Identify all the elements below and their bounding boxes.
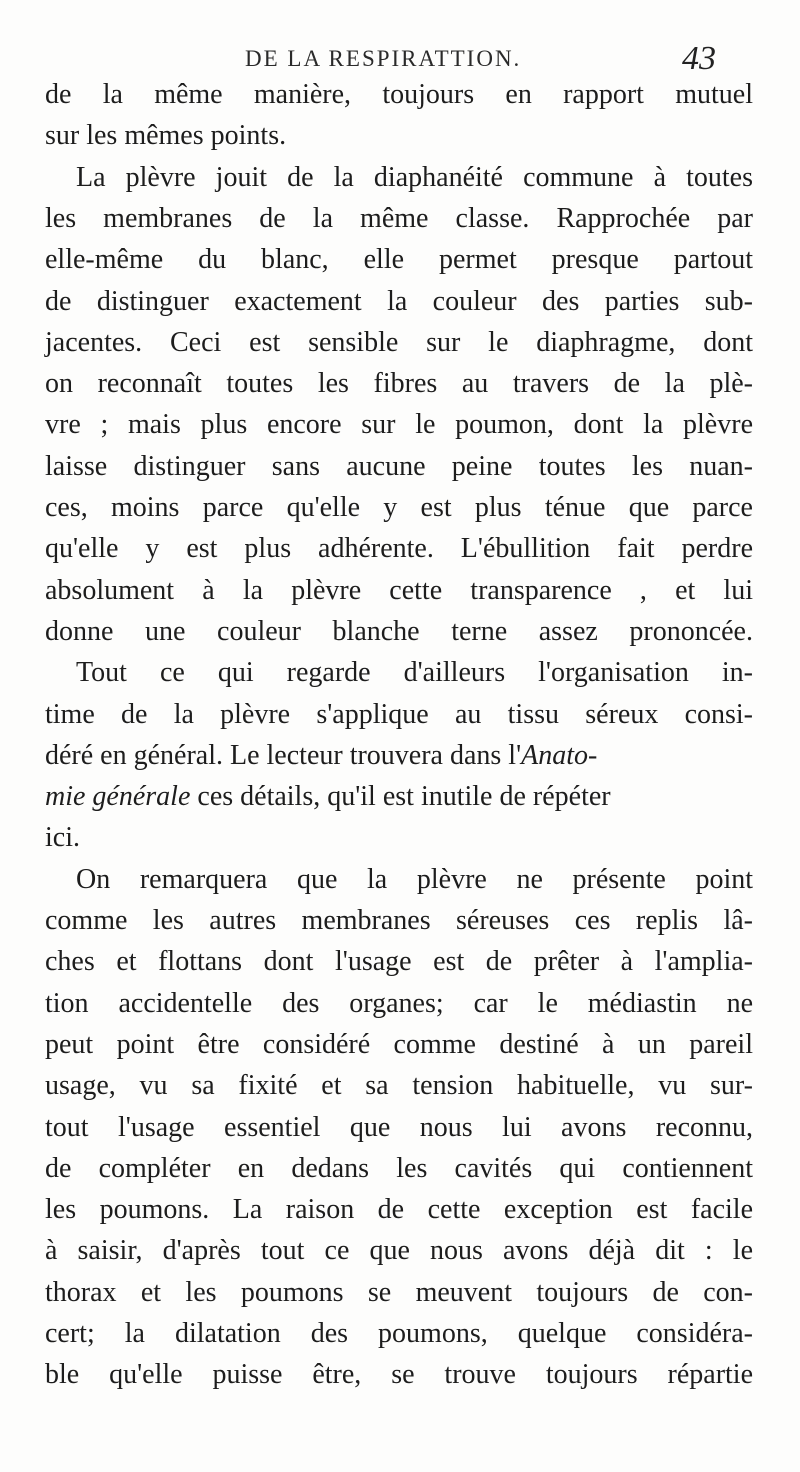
running-head	[0, 40, 800, 80]
text-segment: déré en général. Le lecteur trouvera dans l'	[45, 739, 522, 771]
text-line: les poumons. La raison de cette exception est facile	[45, 1194, 753, 1226]
text-line: jacentes. Ceci est sensible sur le diaphragme, dont	[45, 326, 753, 358]
text-line: laisse distinguer sans aucune peine toutes les nuan-	[45, 450, 753, 482]
text-line	[45, 780, 611, 814]
text-line: tout l'usage essentiel que nous lui avons reconnu,	[45, 1111, 753, 1143]
text-line: de distinguer exactement la couleur des parties sub-	[45, 285, 753, 317]
text-line: à saisir, d'après tout ce que nous avons déjà dit : le	[45, 1235, 753, 1267]
text-line: de la même manière, toujours en rapport mutuel	[45, 79, 753, 110]
text-line: donne une couleur blanche terne assez prononcée.	[45, 615, 753, 647]
text-line: On remarquera que la plèvre ne présente point	[76, 863, 753, 895]
text-line: qu'elle y est plus adhérente. L'ébullition fait perdre	[45, 533, 753, 565]
text-line: ces, moins parce qu'elle y est plus ténue que parce	[45, 492, 753, 523]
text-line: de compléter en dedans les cavités qui contiennent	[45, 1152, 753, 1184]
text-line: comme les autres membranes séreuses ces replis lâ-	[45, 905, 753, 936]
text-line: sur les mêmes points.	[45, 120, 287, 152]
text-line: vre ; mais plus encore sur le poumon, dont la plèvre	[45, 409, 753, 441]
text-line: absolument à la plèvre cette transparence , et lui	[45, 574, 753, 606]
italic-title: Anato-	[521, 739, 598, 771]
text-line	[45, 739, 597, 773]
text-line: cert; la dilatation des poumons, quelque considéra-	[45, 1318, 753, 1349]
text-line: ble qu'elle puisse être, se trouve toujours répartie	[45, 1359, 753, 1391]
text-segment: ces détails, qu'il est inutile de répéter	[190, 781, 611, 813]
text-line: les membranes de la même classe. Rapprochée par	[45, 202, 753, 234]
page-number: 43	[682, 40, 716, 77]
text-line: time de la plèvre s'applique au tissu séreux consi-	[45, 698, 753, 730]
text-line: elle-même du blanc, elle permet presque partout	[45, 244, 753, 276]
italic-title: mie générale	[45, 781, 191, 813]
text-line: La plèvre jouit de la diaphanéité commune à toutes	[76, 161, 753, 193]
text-line: tion accidentelle des organes; car le médiastin ne	[45, 987, 753, 1019]
text-line: Tout ce qui regarde d'ailleurs l'organisation in-	[76, 657, 753, 689]
text-line: ici.	[45, 822, 80, 854]
running-title: DE LA RESPIRATTION.	[245, 46, 522, 71]
text-line: on reconnaît toutes les fibres au travers de la plè-	[45, 368, 753, 400]
text-line: peut point être considéré comme destiné à un pareil	[45, 1028, 753, 1060]
text-line: ches et flottans dont l'usage est de prêter à l'amplia-	[45, 946, 753, 978]
text-line: thorax et les poumons se meuvent toujours de con-	[45, 1276, 753, 1308]
text-line: usage, vu sa fixité et sa tension habituelle, vu sur-	[45, 1070, 753, 1102]
